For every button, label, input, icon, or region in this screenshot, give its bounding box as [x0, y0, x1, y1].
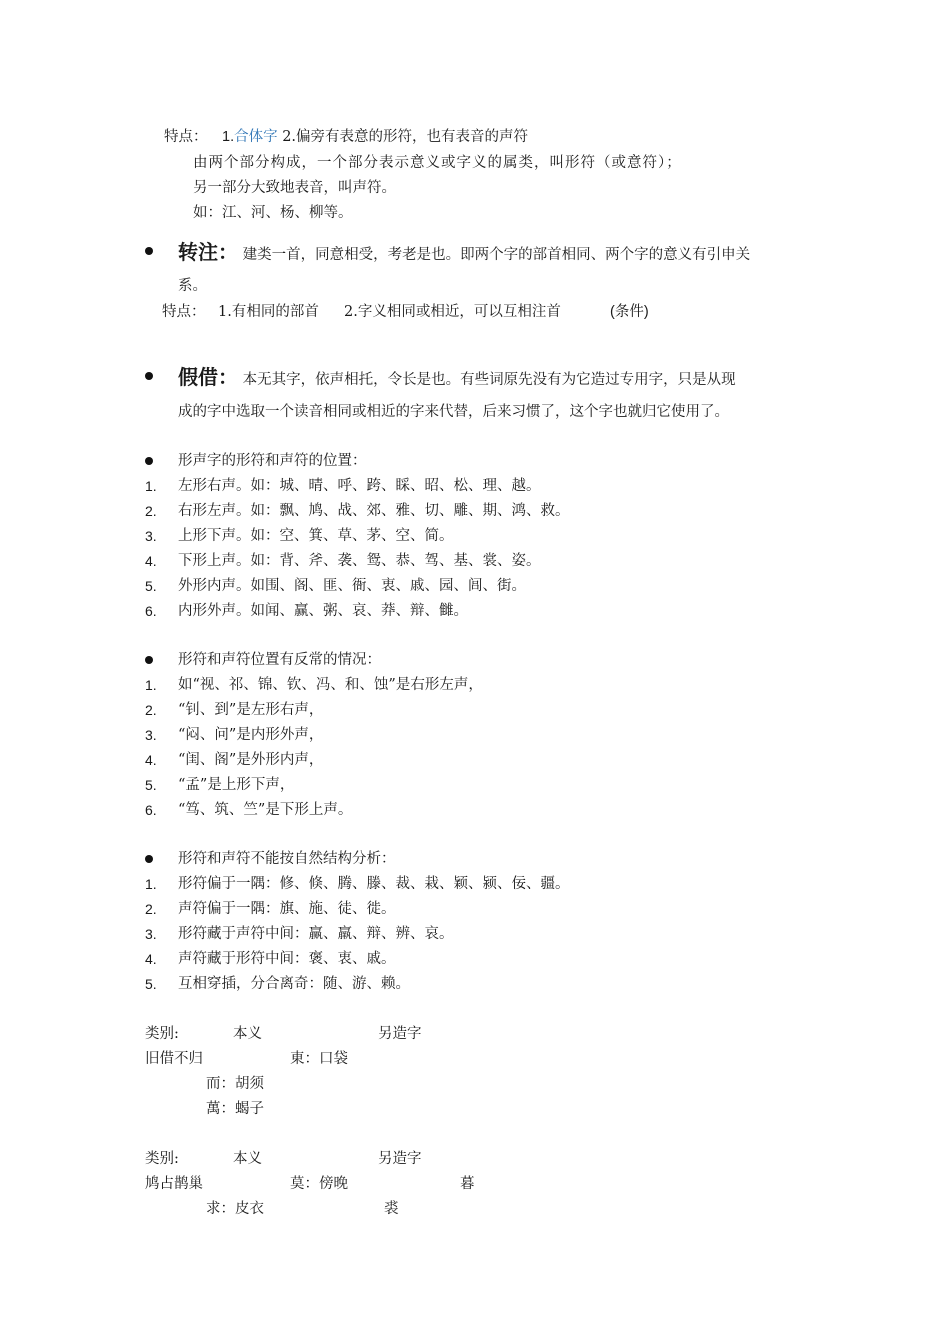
list-item-number: 3. — [145, 926, 157, 942]
bullet-icon — [145, 656, 153, 664]
list-item-number: 6. — [145, 603, 157, 619]
list-item-number: 5. — [145, 777, 157, 793]
zhuanzhu-paragraph — [178, 239, 750, 268]
table2-category: 鸠占鹊巢 — [145, 1176, 203, 1192]
list-item-number: 5. — [145, 578, 157, 594]
list-item-number: 3. — [145, 727, 157, 743]
zhuanzhu-feature-2: 2.字义相同或相近，可以互相注首 — [344, 304, 561, 320]
table1-header-category: 类别: — [145, 1026, 179, 1042]
feature-line-1: 由两个部分构成，一个部分表示意义或字义的属类，叫形符（或意符）； — [193, 155, 682, 171]
feature-line-2: 另一部分大致地表音，叫声符。 — [193, 180, 396, 196]
bullet-icon — [145, 855, 153, 863]
table2-header-new: 另造字 — [378, 1151, 422, 1167]
feature-line-3: 如：江、河、杨、柳等。 — [193, 205, 353, 221]
list-item: 声符藏于形符中间：褒、衷、戚。 — [178, 951, 396, 967]
list-item-number: 1. — [145, 478, 157, 494]
list-item: “钊、到”是左形右声， — [178, 702, 324, 718]
table2-row-new: 裘 — [384, 1201, 399, 1217]
table1-header-meaning: 本义 — [233, 1026, 262, 1042]
table2-row-meaning: 莫：傍晚 — [290, 1176, 348, 1192]
list-item: 形符偏于一隅：修、倏、腾、滕、裁、栽、颖、颍、佞、疆。 — [178, 876, 570, 892]
list-item-number: 4. — [145, 752, 157, 768]
zhuanzhu-title: 转注： — [178, 240, 238, 264]
jiajie-title: 假借： — [178, 365, 238, 389]
table1-header-new: 另造字 — [378, 1026, 422, 1042]
list-item: “笃、筑、竺”是下形上声。 — [178, 802, 353, 818]
abnormal-heading: 形符和声符位置有反常的情况： — [178, 652, 381, 668]
table1-row: 而：胡须 — [206, 1076, 264, 1092]
table1-category: 旧借不归 — [145, 1051, 203, 1067]
bullet-icon — [145, 457, 153, 465]
zhuanzhu-feature-label: 特点： — [162, 304, 206, 320]
list-item: 右形左声。如：飘、鸠、战、郊、雅、切、雕、期、鸿、救。 — [178, 503, 570, 519]
list-item-number: 2. — [145, 702, 157, 718]
list-item-number: 4. — [145, 951, 157, 967]
list-item: 外形内声。如围、阁、匪、衙、衷、戚、园、闾、街。 — [178, 578, 526, 594]
list-item: “闷、问”是内形外声， — [178, 727, 324, 743]
list-item-number: 3. — [145, 528, 157, 544]
list-item-number: 2. — [145, 901, 157, 917]
zhuanzhu-feature-note: (条件) — [610, 304, 649, 320]
list-item: 形符藏于声符中间：赢、羸、辩、辨、哀。 — [178, 926, 454, 942]
list-item: 下形上声。如：背、斧、袭、鸳、恭、驾、基、裳、姿。 — [178, 553, 541, 569]
hetizi-link[interactable]: 合体字 — [234, 129, 278, 145]
bullet-icon — [145, 372, 153, 380]
list-item: 声符偏于一隅：旗、施、徒、徙。 — [178, 901, 396, 917]
table1-row: 萬：蝎子 — [206, 1101, 264, 1117]
list-item-number: 1. — [145, 876, 157, 892]
feature-items: 1.合体字 2.偏旁有表意的形符，也有表音的声符 — [222, 129, 529, 145]
list-item-number: 4. — [145, 553, 157, 569]
table1-row: 東：口袋 — [290, 1051, 348, 1067]
zhuanzhu-feature-1: 1.有相同的部首 — [218, 304, 319, 320]
table2-header-category: 类别: — [145, 1151, 179, 1167]
positions-heading: 形声字的形符和声符的位置： — [178, 453, 367, 469]
list-item-number: 1. — [145, 677, 157, 693]
list-item: 左形右声。如：城、晴、呼、跨、睬、昭、松、理、越。 — [178, 478, 541, 494]
list-item: 互相穿插，分合离奇：随、游、赖。 — [178, 976, 410, 992]
table2-header-meaning: 本义 — [233, 1151, 262, 1167]
jiajie-paragraph — [178, 364, 736, 393]
list-item: 内形外声。如闻、赢、粥、哀、莽、辩、雠。 — [178, 603, 468, 619]
list-item: 上形下声。如：空、箕、草、茅、空、简。 — [178, 528, 454, 544]
zhuanzhu-text-1: 建类一首，同意相受，考老是也。即两个字的部首相同、两个字的意义有引申关 — [242, 247, 751, 263]
list-item: “闺、阁”是外形内声， — [178, 752, 324, 768]
table2-row-meaning: 求：皮衣 — [206, 1201, 264, 1217]
list-item-number: 5. — [145, 976, 157, 992]
unnatural-heading: 形符和声符不能按自然结构分析： — [178, 851, 396, 867]
zhuanzhu-text-2: 系。 — [178, 278, 207, 294]
feature-label: 特点： — [164, 129, 208, 145]
bullet-icon — [145, 247, 153, 255]
jiajie-text-2: 成的字中选取一个读音相同或相近的字来代替，后来习惯了，这个字也就归它使用了。 — [178, 404, 729, 420]
list-item: “孟”是上形下声， — [178, 777, 295, 793]
list-item-number: 2. — [145, 503, 157, 519]
table2-row-new: 暮 — [460, 1176, 475, 1192]
feature-item-2: 2.偏旁有表意的形符，也有表音的声符 — [282, 129, 529, 145]
jiajie-text-1: 本无其字，依声相托，令长是也。有些词原先没有为它造过专用字，只是从现 — [242, 372, 736, 388]
list-item: 如“视、祁、锦、钦、冯、和、蚀”是右形左声， — [178, 677, 483, 693]
list-item-number: 6. — [145, 802, 157, 818]
